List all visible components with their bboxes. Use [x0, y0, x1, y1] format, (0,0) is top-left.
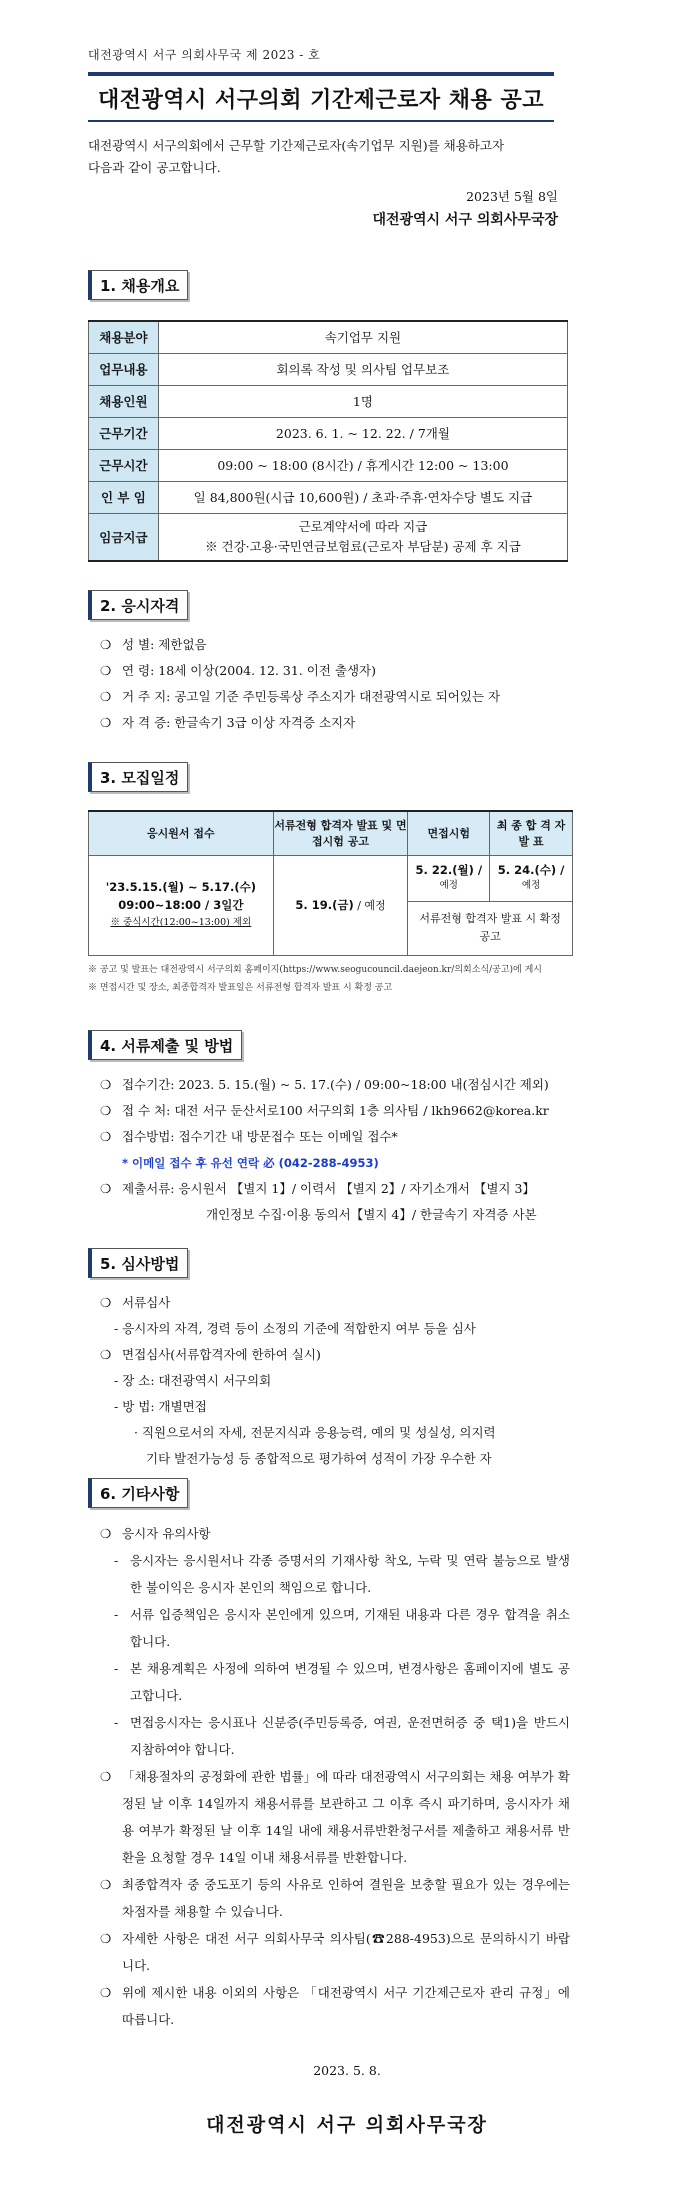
row-label: 인 부 임 — [89, 481, 159, 513]
list-item — [100, 1979, 570, 2033]
email-note: * 이메일 접수 후 유선 연락 必 (042-288-4953) — [122, 1156, 379, 1170]
apply-note: ※ 중식시간(12:00~13:00) 제외 — [110, 917, 252, 928]
list-item — [100, 1368, 570, 1394]
list-item-text: 자 격 증: 한글속기 3급 이상 자격증 소지자 — [122, 715, 356, 730]
final-date: 5. 24.(수) / — [497, 863, 565, 877]
list-item — [100, 1446, 570, 1472]
intro-line: 대전광역시 서구의회에서 근무할 기간제근로자(속기업무 지원)를 채용하고자 — [88, 138, 505, 153]
dash-marker: - — [114, 1661, 119, 1676]
sub-item-text: 응시자는 응시원서나 각종 증명서의 기재사항 착오, 누락 및 연락 불능으로 발생한 불이익은 응시자 본인의 책임으로 합니다. — [130, 1553, 570, 1595]
circle-bullet-icon: ❍ — [100, 715, 112, 730]
list-item — [100, 1316, 570, 1342]
list-item — [100, 1342, 570, 1368]
list-item-text: 서류심사 — [122, 1295, 171, 1310]
circle-bullet-icon: ❍ — [100, 1077, 112, 1092]
interview-date: 5. 22.(월) / — [415, 863, 483, 877]
notice-issuer: 대전광역시 서구 의회사무국장 — [372, 212, 558, 228]
row-value: 1명 — [158, 385, 567, 417]
table-row — [89, 449, 568, 481]
list-item — [100, 1871, 570, 1925]
section-heading-schedule: 3. 모집일정 — [88, 762, 188, 792]
list-item — [100, 684, 570, 710]
list-item — [100, 1763, 570, 1871]
list-item-text: 응시자 유의사항 — [122, 1526, 211, 1541]
row-value: 09:00 ~ 18:00 (8시간) / 휴게시간 12:00 ~ 13:00 — [158, 449, 567, 481]
circle-bullet-icon: ❍ — [100, 1103, 112, 1118]
table-row — [89, 855, 573, 901]
list-item-text: - 응시자의 자격, 경력 등이 소정의 기준에 적합한지 여부 등을 심사 — [114, 1321, 476, 1336]
list-item-text: 기타 발전가능성 등 종합적으로 평가하여 성적이 가장 우수한 자 — [146, 1451, 492, 1466]
circle-bullet-icon: ❍ — [100, 689, 112, 704]
table-row — [89, 417, 568, 449]
table-row — [89, 481, 568, 513]
list-item-text: 위에 제시한 내용 이외의 사항은 「대전광역시 서구 기간제근로자 관리 규정」에 따릅니다. — [122, 1985, 570, 2027]
title-box — [88, 72, 554, 122]
circle-bullet-icon: ❍ — [100, 1526, 112, 1541]
dash-marker: - — [114, 1715, 119, 1730]
section-heading-submission: 4. 서류제출 및 방법 — [88, 1030, 242, 1060]
list-item-text: - 방 법: 개별면접 — [114, 1399, 207, 1414]
row-value — [158, 513, 567, 561]
apply-time: 09:00~18:00 / 3일간 — [118, 898, 244, 912]
circle-bullet-icon: ❍ — [100, 1769, 112, 1784]
page-title: 대전광역시 서구의회 기간제근로자 채용 공고 — [98, 87, 544, 113]
schedule-footnote: ※ 면접시간 및 장소, 최종합격자 발표일은 서류전형 합격자 발표 시 확정 공고 — [88, 983, 393, 993]
footer-date: 2023. 5. 8. — [313, 2063, 381, 2078]
apply-cell — [89, 855, 274, 955]
interview-note: 예정 — [439, 880, 458, 891]
intro-text — [88, 135, 558, 179]
interview-cell — [408, 855, 490, 901]
row-label: 근무기간 — [89, 417, 159, 449]
table-row — [89, 385, 568, 417]
section-heading-qualification: 2. 응시자격 — [88, 590, 188, 620]
dash-marker: - — [114, 1553, 119, 1568]
schedule-table — [88, 810, 573, 956]
sub-item-text: 면접응시자는 응시표나 신분증(주민등록증, 여권, 운전면허증 중 택1)을 반드시 지참하여야 합니다. — [130, 1715, 570, 1757]
list-item — [100, 1394, 570, 1420]
column-header: 면접시험 — [408, 811, 490, 855]
list-item-text: 접 수 처: 대전 서구 둔산서로100 서구의회 1층 의사팀 / lkh9662@korea.kr — [122, 1103, 549, 1118]
circle-bullet-icon: ❍ — [100, 1129, 112, 1144]
table-row — [89, 321, 568, 353]
circle-bullet-icon: ❍ — [100, 1295, 112, 1310]
etc-list — [100, 1520, 570, 2033]
list-item — [100, 1290, 570, 1316]
submission-list — [100, 1072, 570, 1228]
section-heading-review: 5. 심사방법 — [88, 1248, 188, 1278]
column-header: 응시원서 접수 — [89, 811, 274, 855]
column-header: 서류전형 합격자 발표 및 면접시험 공고 — [273, 811, 408, 855]
list-item — [100, 1176, 570, 1202]
column-header: 최 종 합 격 자 발 표 — [490, 811, 573, 855]
doc-result-suffix: / 예정 — [353, 899, 386, 912]
section-heading-etc: 6. 기타사항 — [88, 1478, 188, 1508]
circle-bullet-icon: ❍ — [100, 663, 112, 678]
doc-result-date: 5. 19.(금) — [295, 898, 354, 912]
list-item — [100, 1150, 570, 1176]
overview-table — [88, 320, 568, 562]
review-list — [100, 1290, 570, 1472]
sub-item — [100, 1655, 570, 1709]
sub-item-text: 서류 입증책임은 응시자 본인에게 있으며, 기재된 내용과 다른 경우 합격을 취소합니다. — [130, 1607, 570, 1649]
final-cell — [490, 855, 573, 901]
row-value: 2023. 6. 1. ~ 12. 22. / 7개월 — [158, 417, 567, 449]
list-item — [100, 658, 570, 684]
list-item — [100, 1925, 570, 1979]
row-label: 근무시간 — [89, 449, 159, 481]
sub-item — [100, 1601, 570, 1655]
list-item-text: · 직원으로서의 자세, 전문지식과 응용능력, 예의 및 성실성, 의지력 — [134, 1425, 496, 1440]
list-item-text: 연 령: 18세 이상(2004. 12. 31. 이전 출생자) — [122, 663, 376, 678]
list-item — [100, 1202, 570, 1228]
dash-marker: - — [114, 1607, 119, 1622]
doc-result-cell — [273, 855, 408, 955]
list-item-text: 면접심사(서류합격자에 한하여 실시) — [122, 1347, 321, 1362]
wage-line: 근로계약서에 따라 지급 — [298, 518, 428, 534]
row-label: 채용분야 — [89, 321, 159, 353]
list-item-text: 개인정보 수집·이용 동의서【별지 4】/ 한글속기 자격증 사본 — [206, 1207, 537, 1222]
wage-line: ※ 건강·고용·국민연금보험료(근로자 부담분) 공제 후 지급 — [205, 538, 521, 554]
table-header-row — [89, 811, 573, 855]
circle-bullet-icon: ❍ — [100, 1347, 112, 1362]
list-item — [100, 1420, 570, 1446]
qualification-list — [100, 632, 570, 736]
sub-item-text: 본 채용계획은 사정에 의하여 변경될 수 있으며, 변경사항은 홈페이지에 별도 공고합니다. — [130, 1661, 570, 1703]
notice-date: 2023년 5월 8일 — [466, 189, 558, 204]
list-item-text: - 장 소: 대전광역시 서구의회 — [114, 1373, 272, 1388]
intro-line: 다음과 같이 공고합니다. — [88, 160, 221, 175]
list-item — [100, 1520, 570, 1547]
circle-bullet-icon: ❍ — [100, 637, 112, 652]
row-label: 업무내용 — [89, 353, 159, 385]
circle-bullet-icon: ❍ — [100, 1931, 112, 1946]
row-value: 속기업무 지원 — [158, 321, 567, 353]
circle-bullet-icon: ❍ — [100, 1985, 112, 2000]
row-value: 일 84,800원(시급 10,600원) / 초과·주휴·연차수당 별도 지급 — [158, 481, 567, 513]
circle-bullet-icon: ❍ — [100, 1877, 112, 1892]
list-item-text: 자세한 사항은 대전 서구 의회사무국 의사팀(☎288-4953)으로 문의하시기 바랍니다. — [122, 1931, 570, 1973]
footer-issuer: 대전광역시 서구 의회사무국장 — [206, 2114, 488, 2136]
sub-item — [100, 1547, 570, 1601]
table-row — [89, 353, 568, 385]
list-item — [100, 1124, 570, 1150]
final-note: 예정 — [521, 880, 541, 891]
document-number: 대전광역시 서구 의회사무국 제 2023 - 호 — [88, 48, 321, 62]
list-item-text: 접수방법: 접수기간 내 방문접수 또는 이메일 접수* — [122, 1129, 398, 1144]
list-item — [100, 1072, 570, 1098]
list-item-text: 제출서류: 응시원서 【별지 1】/ 이력서 【별지 2】/ 자기소개서 【별지 3】 — [122, 1181, 535, 1196]
list-item-text: 「채용절차의 공정화에 관한 법률」에 따라 대전광역시 서구의회는 채용 여부가 확정된 날 이후 14일까지 채용서류를 보관하고 그 이후 즉시 파기하며, 응시자가 채용 여부가 확정된 날 이후 14일 내에 채용서류반환청구서를 제출하고 채용서류 반환을 요청할 경우 14일 이내 채용서류를 반환합니다. — [122, 1769, 570, 1865]
list-item — [100, 632, 570, 658]
merged-note-cell: 서류전형 합격자 발표 시 확정 공고 — [408, 901, 573, 955]
list-item — [100, 710, 570, 736]
circle-bullet-icon: ❍ — [100, 1181, 112, 1196]
sub-item — [100, 1709, 570, 1763]
section-heading-overview: 1. 채용개요 — [88, 270, 188, 300]
list-item — [100, 1098, 570, 1124]
schedule-footnote: ※ 공고 및 발표는 대전광역시 서구의회 홈페이지(https://www.seogucouncil.daejeon.kr/의회소식/공고)에 게시 — [88, 965, 542, 975]
row-label: 임금지급 — [89, 513, 159, 561]
row-value: 회의록 작성 및 의사팀 업무보조 — [158, 353, 567, 385]
table-row — [89, 513, 568, 561]
list-item-text: 성 별: 제한없음 — [122, 637, 207, 652]
list-item-text: 접수기간: 2023. 5. 15.(월) ~ 5. 17.(수) / 09:00~18:00 내(점심시간 제외) — [122, 1077, 549, 1092]
list-item-text: 거 주 지: 공고일 기준 주민등록상 주소지가 대전광역시로 되어있는 자 — [122, 689, 501, 704]
apply-period: '23.5.15.(월) ~ 5.17.(수) — [105, 880, 256, 894]
list-item-text: 최종합격자 중 중도포기 등의 사유로 인하여 결원을 보충할 필요가 있는 경우에는 차점자를 채용할 수 있습니다. — [122, 1877, 570, 1919]
row-label: 채용인원 — [89, 385, 159, 417]
